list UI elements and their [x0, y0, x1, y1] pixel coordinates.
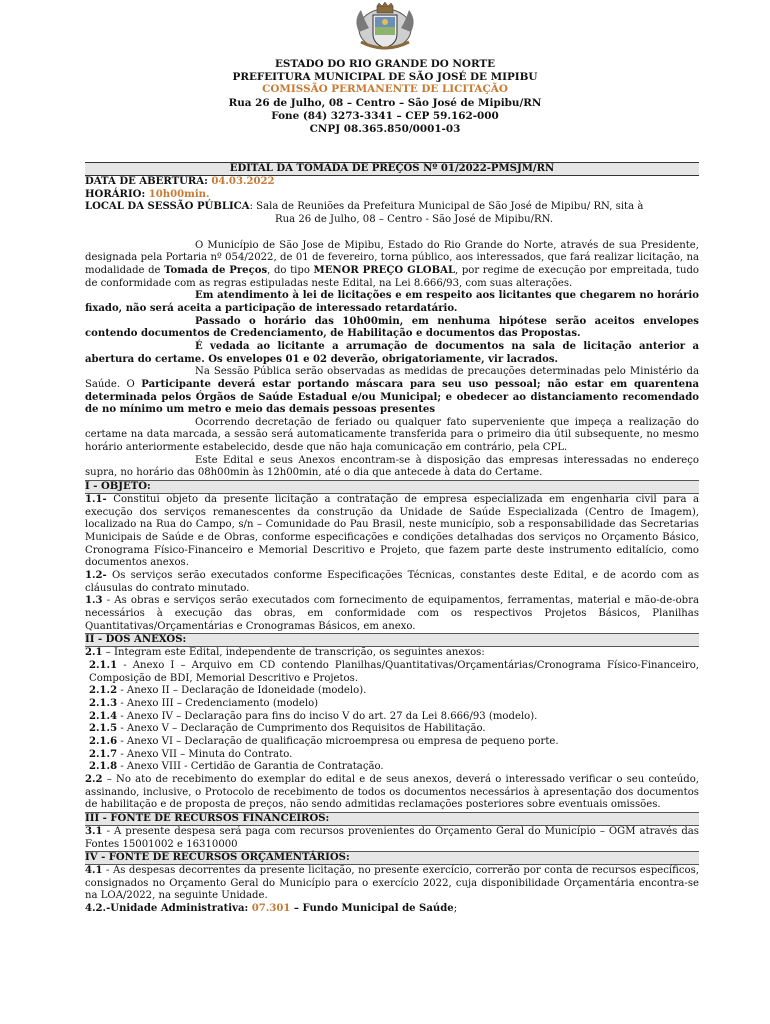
- header-phone: Fone (84) 3273-3341 – CEP 59.162-000: [271, 110, 499, 122]
- opening-date: DATA DE ABERTURA: 04.03.2022: [85, 176, 275, 187]
- clause-4-1: 4.1 - As despesas decorrentes da presente licitação, no presente exercício, correrão por conta de recursos específicos, consignados no Orçamento Geral do Município para o exercício 2022, cuja disponibilidade Orçamentária encontra-se na LOA/2022, na seguinte Unidade.: [85, 865, 699, 902]
- clause-2-1-3: 2.1.3 - Anexo III – Credenciamento (modelo): [89, 697, 319, 709]
- clause-2-1-7: 2.1.7 - Anexo VII – Minuta do Contrato.: [89, 748, 293, 760]
- edital-body: [85, 162, 699, 916]
- clause-2-1: 2.1 – Integram este Edital, independente de transcrição, os seguintes anexos:: [85, 647, 485, 659]
- section-anexos: II - DOS ANEXOS:: [85, 633, 699, 647]
- clause-2-1-1: 2.1.1 - Anexo I – Arquivo em CD contendo Planilhas/Quantitativas/Orçamentárias/Cronograma Físico-Financeiro, Composição de BDI, Memorial Descritivo e Projetos.: [89, 659, 699, 684]
- clause-4-2: 4.2.-Unidade Administrativa: 07.301 – Fundo Municipal de Saúde;: [85, 903, 458, 915]
- clause-2-2: 2.2 – No ato de recebimento do exemplar do edital e de seus anexos, deverá o interessado verificar o seu conteúdo, assinando, inclusive, o Protocolo de recebimento de todos os documentos necessários à apresentação dos documentos de habilitação e de proposta de preços, não sendo admitidas reclamações posteriores sobre eventuais omissões.: [85, 773, 699, 811]
- unit-code: 07.301: [251, 903, 291, 915]
- opening-time-value: 10h00min.: [148, 188, 210, 200]
- header-address: Rua 26 de Julho, 08 – Centro – São José de Mipibu/RN: [228, 97, 542, 109]
- session-location: LOCAL DA SESSÃO PÚBLICA: Sala de Reuniões da Prefeitura Municipal de São José de Mipibu/ RN, sita à: [85, 201, 644, 213]
- header-state: ESTADO DO RIO GRANDE DO NORTE: [274, 58, 496, 70]
- edital-title: EDITAL DA TOMADA DE PREÇOS Nº 01/2022-PMSJM/RN: [85, 162, 699, 176]
- clause-2-1-5: 2.1.5 - Anexo V – Declaração de Cumprimento dos Requisitos de Habilitação.: [89, 723, 486, 735]
- clause-1-1: 1.1- Constitui objeto da presente licitação a contratação de empresa especializada em engenharia civil para a execução dos serviços remanescentes da construção da Unidade de Saúde Especializada (Centro de Imagem), localizado na Rua do Campo, s/n – Comunidade do Pau Brasil, neste município, sob a responsabilidade das Secretarias Municipais de Saúde e de Obras, conforme especificações e condições detalhadas dos serviços no Orçamento Básico, Cronograma Físico-Financeiro e Memorial Descritivo e Projeto, que fazem parte deste instrumento editalício, como documentos anexos.: [85, 494, 699, 569]
- clause-3-1: 3.1 - A presente despesa será paga com recursos provenientes do Orçamento Geral do Município – OGM através das Fontes 15001002 e 16310000: [85, 825, 699, 850]
- clause-2-1-4: 2.1.4 - Anexo IV – Declaração para fins do inciso V do art. 27 da Lei 8.666/93 (modelo).: [89, 710, 538, 722]
- opening-date-value: 04.03.2022: [211, 176, 275, 187]
- section-recursos-orcamentarios: IV - FONTE DE RECURSOS ORÇAMENTÁRIOS:: [85, 851, 699, 865]
- clause-1-3: 1.3 - As obras e serviços serão executados com fornecimento de equipamentos, ferramentas, material e mão-de-obra necessários à execução das obras, em conformidade com os respectivos Projetos Básicos, Planilhas Quantitativas/Orçamentárias e Cronogramas Básicos, em anexo.: [85, 595, 699, 632]
- clause-2-1-8: 2.1.8 - Anexo VIII - Certidão de Garantia de Contratação.: [89, 761, 384, 773]
- clause-2-1-6: 2.1.6 - Anexo VI – Declaração de qualificação microempresa ou empresa de pequeno porte.: [89, 735, 559, 747]
- opening-time: HORÁRIO: 10h00min.: [85, 188, 210, 200]
- intro-paragraph-4: É vedada ao licitante a arrumação de documentos na sala de licitação anterior a abertura do certame. Os envelopes 01 e 02 deverão, obrigatoriamente, vir lacrados.: [85, 340, 699, 365]
- section-objeto: I - OBJETO:: [85, 480, 699, 494]
- coat-of-arms-icon: [351, 2, 419, 52]
- header-cnpj: CNPJ 08.365.850/0001-03: [309, 123, 461, 135]
- clause-1-2: 1.2- Os serviços serão executados conforme Especificações Técnicas, constantes deste Edital, e de acordo com as cláusulas do contrato minutado.: [85, 570, 699, 594]
- intro-paragraph-2: Em atendimento à lei de licitações e em respeito aos licitantes que chegarem no horário fixado, não será aceita a participação de interessado retardatário.: [85, 290, 699, 314]
- intro-paragraph-3: Passado o horário das 10h00min, em nenhuma hipótese serão aceitos envelopes contendo documentos de Credenciamento, de Habilitação e documentos das Propostas.: [85, 315, 699, 340]
- intro-paragraph-6: Ocorrendo decretação de feriado ou qualquer fato superveniente que impeça a realização do certame na data marcada, a sessão será automaticamente transferida para o primeiro dia útil subsequente, no mesmo horário anteriormente estabelecido, desde que não haja comunicação em contrário, pela CPL.: [85, 416, 699, 454]
- intro-paragraph-7: Este Edital e seus Anexos encontram-se à disposição das empresas interessadas no endereço supra, no horário das 08h00min às 12h00min, até o dia que antecede à data do Certame.: [85, 454, 699, 479]
- intro-paragraph-1: O Município de São Jose de Mipibu, Estado do Rio Grande do Norte, através de sua Presidente, designada pela Portaria nº 054/2022, de 01 de fevereiro, torna público, aos interessados, que fará realizar licitação, na modalidade de Tomada de Preços, do tipo MENOR PREÇO GLOBAL, por regime de execução por empreitada, tudo de conformidade com as regras estipuladas neste Edital, na Lei 8.666/93, com suas alterações.: [85, 239, 699, 289]
- intro-paragraph-5: Na Sessão Pública serão observadas as medidas de precauções determinadas pelo Ministério da Saúde. O Participante deverá estar portando máscara para seu uso pessoal; não estar em quarentena determinada pelos Órgãos de Saúde Estadual e/ou Municipal; e obedecer ao distanciamento recomendado de no mínimo um metro e meio das demais pessoas presentes: [85, 366, 699, 416]
- session-location-address: Rua 26 de Julho, 08 – Centro - São José de Mipibu/RN.: [275, 213, 554, 225]
- section-recursos-financeiros: III - FONTE DE RECURSOS FINANCEIROS:: [85, 812, 699, 826]
- clause-2-1-2: 2.1.2 - Anexo II – Declaração de Idoneidade (modelo).: [89, 685, 367, 697]
- header-commission: COMISSÃO PERMANENTE DE LICITAÇÃO: [262, 83, 508, 95]
- header-prefeitura: PREFEITURA MUNICIPAL DE SÃO JOSÉ DE MIPIBU: [232, 70, 538, 83]
